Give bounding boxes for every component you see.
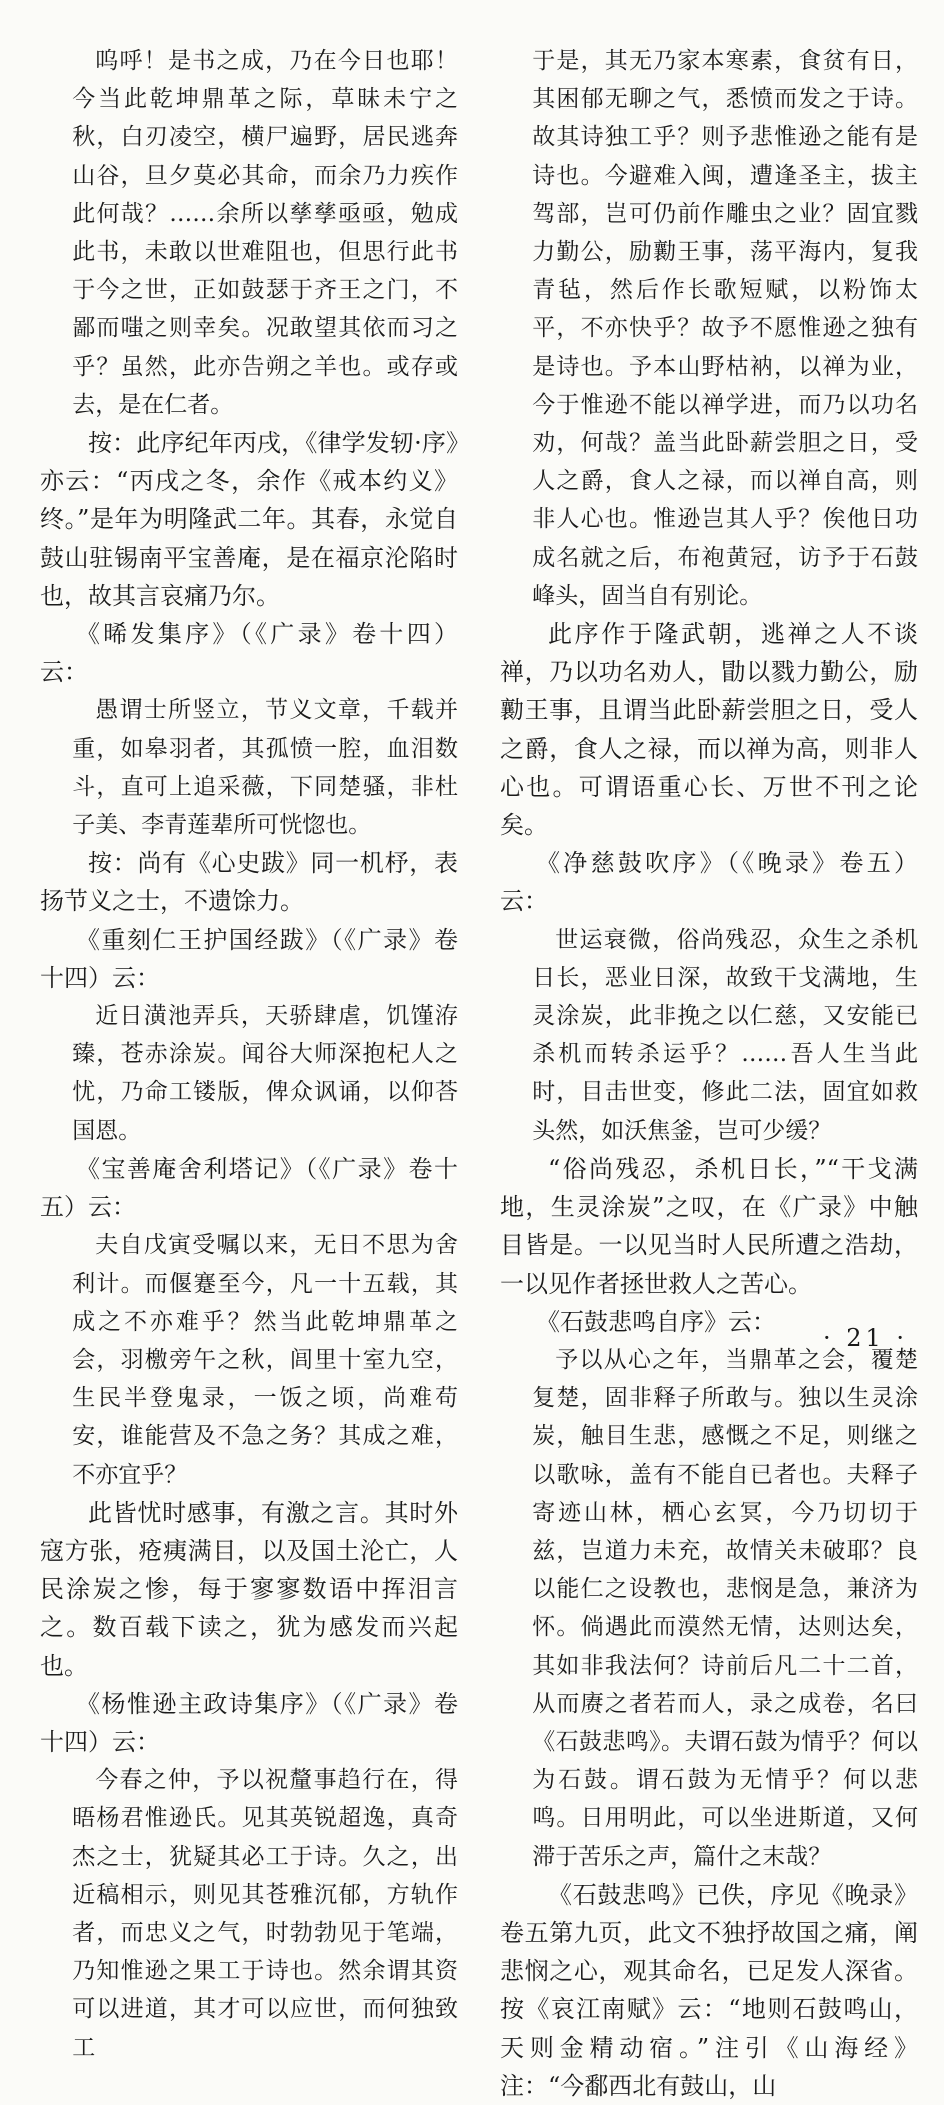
citation-title: 《重刻仁王护国经跋》（《广录》卷十四）云： bbox=[40, 925, 458, 992]
block-quote: 夫自戊寅受嘱以来，无日不思为舍利计。而偃蹇至今，凡一十五载，其成之不亦难乎？然当此乾坤鼎革之会，羽檄旁午之秋，闾里十室九空，生民半登鬼录，一饭之顷，尚难苟安，谁能营及不急之务？其成之难，不亦宜乎？ bbox=[72, 1232, 458, 1488]
left-column bbox=[40, 42, 458, 2067]
right-column bbox=[500, 42, 918, 2105]
paragraph: 此皆忧时感事，有激之言。其时外寇方张，疮痍满目，以及国土沦亡，人民涂炭之惨，每于寥寥数语中挥泪言之。数百载下读之，犹为感发而兴起也。 bbox=[40, 1498, 458, 1680]
paragraph: 此序作于隆武朝，逃禅之人不谈禅，乃以功名劝人，勖以戮力勤公，励勷王事，且谓当此卧薪尝胆之日，受人之爵，食人之禄，而以禅为高，则非人心也。可谓语重心长、万世不刊之论矣。 bbox=[500, 620, 918, 840]
paragraph: 按：尚有《心史跋》同一机杼，表扬节义之士，不遗馀力。 bbox=[40, 849, 458, 916]
block-quote: 今春之仲，予以祝釐事趋行在，得晤杨君惟逊氏。见其英锐超逸，真奇杰之士，犹疑其必工于诗。久之，出近稿相示，则见其苍雅沉郁，方轨作者，而忠义之气，时勃勃见于笔端，乃知惟逊之果工于诗也。然余谓其资可以进道，其才可以应世，而何独致工 bbox=[72, 1767, 458, 2061]
block-quote: 呜呼！是书之成，乃在今日也耶！今当此乾坤鼎革之际，草昧未宁之秋，白刃凌空，横尸遍野，居民逃奔山谷，旦夕莫必其命，而余乃力疾作此何哉？……余所以孳孳亟亟，勉成此书，未敢以世难阻也，但思行此书于今之世，正如鼓瑟于齐王之门，不鄙而嗤之则幸矣。况敢望其依而习之乎？虽然，此亦告朔之羊也。或存或去，是在仁者。 bbox=[72, 48, 458, 418]
block-quote-continued: 于是，其无乃家本寒素，食贫有日，其困郁无聊之气，悉愤而发之于诗。故其诗独工乎？则予悲惟逊之能有是诗也。今避难入闽，遭逢圣主，拔主驾部，岂可仍前作雕虫之业？固宜戮力勤公，励勷王事，荡平海内，复我青毡，然后作长歌短赋，以粉饰太平，不亦快乎？故予不愿惟逊之独有是诗也。予本山野枯衲，以禅为业，今于惟逊不能以禅学进，而乃以功名劝，何哉？盖当此卧薪尝胆之日，受人之爵，食人之禄，而以禅自高，则非人心也。惟逊岂其人乎？俟他日功成名就之后，布袍黄冠，访予于石鼓峰头，固当自有别论。 bbox=[532, 48, 918, 609]
block-quote: 近日潢池弄兵，天骄肆虐，饥馑洊臻，苍赤涂炭。闻谷大师深抱杞人之忧，乃命工镂版，俾众讽诵，以仰荅国恩。 bbox=[72, 1003, 458, 1144]
citation-title: 《晞发集序》（《广录》卷十四）云： bbox=[40, 620, 458, 687]
block-quote: 世运衰微，俗尚残忍，众生之杀机日长，恶业日深，故致干戈满地，生灵涂炭，此非挽之以仁慈，又安能已杀机而转杀运乎？……吾人生当此时，目击世变，修此二法，固宜如救头然，如沃焦釜，岂可少缓？ bbox=[532, 926, 918, 1144]
paragraph: 按：此序纪年丙戌，《律学发轫·序》亦云：“丙戌之冬，余作《戒本约义》终。”是年为明隆武二年。其春，永觉自鼓山驻锡南平宝善庵，是在福京沦陷时也，故其言哀痛乃尔。 bbox=[40, 429, 458, 610]
citation-title: 《宝善庵舍利塔记》（《广录》卷十五）云： bbox=[40, 1154, 458, 1222]
citation-title: 《杨惟逊主政诗集序》（《广录》卷十四）云： bbox=[40, 1689, 458, 1756]
page-number: · 21 · bbox=[822, 1324, 908, 1352]
citation-title: 《净慈鼓吹序》（《晚录》卷五）云： bbox=[500, 849, 918, 916]
block-quote: 予以从心之年，当鼎革之会，覆楚复楚，固非释子所敢与。独以生灵涂炭，触目生悲，感慨之不足，则继之以歌咏，盖有不能自已者也。夫释子寄迹山林，栖心玄冥，今乃切切于兹，岂道力未充，故情关未破耶？良以能仁之设教也，悲悯是急，兼济为怀。倘遇此而漠然无情，达则达矣，其如非我法何？诗前后凡二十二首，从而赓之者若而人，录之成卷，名曰《石鼓悲鸣》。夫谓石鼓为情乎？何以为石鼓。谓石鼓为无情乎？何以悲鸣。日用明此，可以坐进斯道，又何滞于苦乐之声，篇什之末哉？ bbox=[532, 1346, 918, 1870]
paragraph: “俗尚残忍，杀机日长，”“干戈满地，生灵涂炭”之叹，在《广录》中触目皆是。一以见当时人民所遭之浩劫，一以见作者拯世救人之苦心。 bbox=[500, 1154, 918, 1298]
paragraph: 《石鼓悲鸣》已佚，序见《晚录》卷五第九页，此文不独抒故国之痛，阐悲悯之心，观其命名，已足发人深省。按《哀江南赋》云：“地则石鼓鸣山，天则金精动宿。”注引《山海经》注：“今鄱西北有鼓山，山 bbox=[500, 1880, 918, 2100]
citation-title: 《石鼓悲鸣自序》云： bbox=[536, 1307, 776, 1336]
block-quote: 愚谓士所竖立，节义文章，千载并重，如皋羽者，其孤愤一腔，血泪数斗，直可上追采薇，下同楚骚，非杜子美、李青莲辈所可恍惚也。 bbox=[72, 697, 458, 839]
